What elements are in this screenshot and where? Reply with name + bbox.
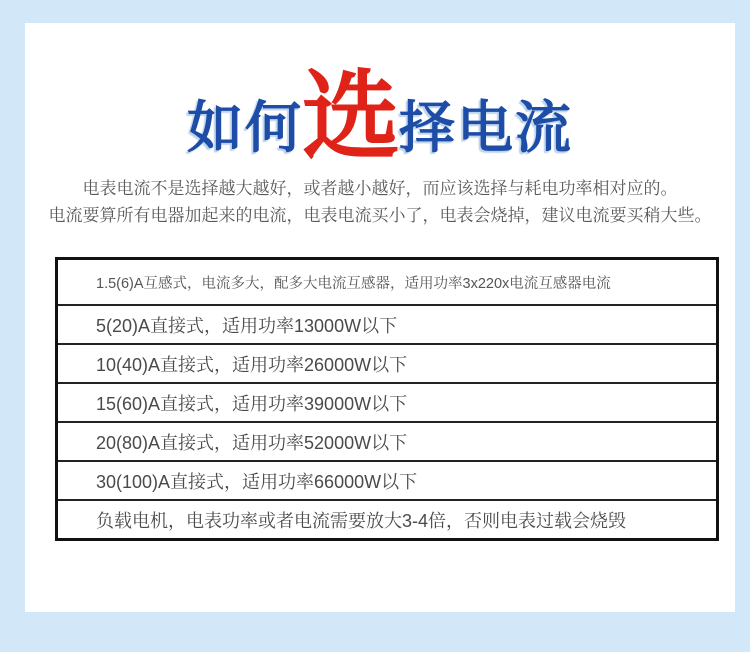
intro-paragraph	[25, 175, 735, 229]
table-row	[58, 460, 716, 499]
title-suffix: 择电流	[399, 96, 573, 159]
page-title	[25, 61, 735, 171]
row-text: 20(80)A直接式，适用功率52000W以下	[96, 432, 408, 453]
title-highlight: 选	[301, 61, 400, 171]
table-row	[58, 382, 716, 421]
current-spec-table	[55, 257, 719, 541]
title-prefix: 如何	[186, 96, 303, 159]
row-text: 30(100)A直接式，适用功率66000W以下	[96, 471, 418, 492]
table-row	[58, 260, 716, 304]
row-text: 负载电机，电表功率或者电流需要放大3-4倍，否则电表过载会烧毁	[96, 510, 627, 531]
row-text: 15(60)A直接式，适用功率39000W以下	[96, 393, 408, 414]
row-text: 1.5(6)A互感式，电流多大，配多大电流互感器，适用功率3x220x电流互感器电流	[96, 275, 611, 292]
table-row	[58, 499, 716, 538]
row-text: 5(20)A直接式，适用功率13000W以下	[96, 315, 398, 336]
row-text: 10(40)A直接式，适用功率26000W以下	[96, 354, 408, 375]
table-row	[58, 304, 716, 343]
table-row	[58, 343, 716, 382]
intro-line-2: 电流要算所有电器加起来的电流，电表电流买小了，电表会烧掉，建议电流要买稍大些。	[48, 206, 712, 225]
intro-line-1: 电表电流不是选择越大越好，或者越小越好，而应该选择与耗电功率相对应的。	[82, 179, 678, 198]
table-row	[58, 421, 716, 460]
content-card	[25, 23, 735, 612]
